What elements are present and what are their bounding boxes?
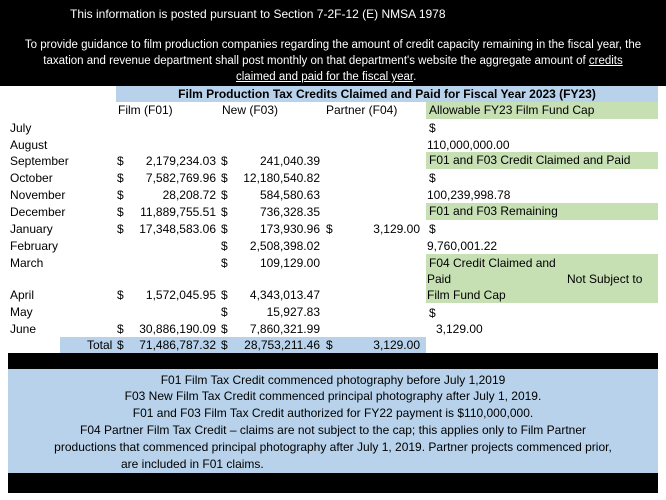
row-f01-sym: $ — [117, 288, 124, 302]
row-f03-sym: $ — [221, 205, 228, 219]
row-month: June — [10, 322, 37, 336]
row-month: December — [10, 205, 66, 219]
col-header-film: Film (F01) — [118, 103, 173, 117]
row-f01: 7,582,769.96 — [145, 171, 216, 185]
row-month: October — [10, 171, 53, 185]
footer-band — [8, 473, 658, 493]
row-f04: 3,129.00 — [373, 222, 420, 236]
cap-sym: $ — [429, 121, 436, 135]
total-f04-sym: $ — [326, 338, 333, 352]
row-f01-sym: $ — [117, 188, 124, 202]
total-f03: 28,753,211.46 — [244, 338, 320, 352]
row-f03: 15,927.83 — [266, 305, 320, 319]
row-f01: 1,572,045.95 — [145, 288, 216, 302]
row-f03: 584,580.63 — [259, 188, 320, 202]
row-month: May — [10, 305, 33, 319]
f04-label-2b: Not Subject to — [567, 272, 643, 286]
col-header-partner: Partner (F04) — [326, 103, 398, 117]
claimed-sym: $ — [429, 171, 436, 185]
row-f03: 4,343,013.47 — [249, 288, 320, 302]
row-f03: 241,040.39 — [259, 154, 320, 168]
row-f03-sym: $ — [221, 222, 228, 236]
total-f04: 3,129.00 — [373, 338, 420, 352]
row-f03-sym: $ — [221, 154, 228, 168]
guidance-line-3-period: . — [413, 71, 417, 83]
row-f03-sym: $ — [221, 171, 228, 185]
total-label: Total — [87, 338, 113, 352]
row-f03-sym: $ — [221, 322, 228, 336]
row-f03: 12,180,540.82 — [243, 171, 320, 185]
note-3: F01 and F03 Film Tax Credit authorized for FY22 payment is $110,000,000. — [132, 406, 534, 420]
row-f01-sym: $ — [117, 322, 124, 336]
claimed-paid-link[interactable]: claimed and paid for the fiscal year — [236, 71, 414, 83]
cap-value: 110,000,000.00 — [427, 138, 510, 152]
row-f01-sym: $ — [117, 171, 124, 185]
guidance-line-2 — [0, 53, 666, 69]
row-f03: 173,930.96 — [259, 222, 320, 236]
row-f03-sym: $ — [221, 256, 228, 270]
credits-link[interactable]: credits — [588, 55, 623, 67]
row-f01: 11,889,755.51 — [140, 205, 216, 219]
claimed-value: 100,239,998.78 — [427, 188, 511, 202]
row-f01: 30,886,190.09 — [139, 322, 216, 336]
total-f01: 71,486,787.32 — [139, 338, 216, 352]
row-f01: 17,348,583.06 — [139, 222, 216, 236]
row-f01: 28,208.72 — [162, 188, 216, 202]
note-2: F03 New Film Tax Credit commenced principal photography after July 1, 2019. — [124, 389, 542, 403]
total-f03-sym: $ — [221, 338, 228, 352]
statute-line: This information is posted pursuant to Section 7-2F-12 (E) NMSA 1978 — [70, 7, 446, 21]
remaining-label: F01 and F03 Remaining — [429, 204, 558, 218]
row-f03: 109,129.00 — [259, 256, 320, 270]
row-f03-sym: $ — [221, 288, 228, 302]
row-f01: 2,179,234.03 — [145, 154, 216, 168]
note-4: F04 Partner Film Tax Credit – claims are not subject to the cap; this applies only to Film Partner — [80, 423, 586, 437]
claimed-label: F01 and F03 Credit Claimed and Paid — [429, 153, 631, 167]
cap-label: Allowable FY23 Film Fund Cap — [429, 103, 595, 117]
row-f03-sym: $ — [221, 305, 228, 319]
col-header-new: New (F03) — [222, 103, 279, 117]
row-f03-sym: $ — [221, 188, 228, 202]
row-month: July — [10, 121, 32, 135]
note-6: are included in F01 claims. — [121, 457, 264, 471]
f04-label-3: Film Fund Cap — [427, 288, 506, 302]
row-month: March — [10, 256, 44, 270]
row-f04-sym: $ — [326, 222, 333, 236]
guidance-line-2-text: taxation and revenue department shall post monthly on that department's website the aggregate amount of — [43, 55, 589, 67]
row-month: August — [10, 138, 48, 152]
row-f01-sym: $ — [117, 222, 124, 236]
guidance-line-1: To provide guidance to film production companies regarding the amount of credit capacity remaining in the fiscal year, the — [24, 39, 642, 51]
note-5: productions that commenced principal photography after July 1, 2019. Partner projects commenced prior, — [54, 440, 612, 454]
row-f03: 2,508,398.02 — [249, 239, 320, 253]
f04-sym: $ — [429, 306, 436, 320]
f04-label-1: F04 Credit Claimed and — [429, 256, 556, 270]
row-f03: 736,328.35 — [259, 205, 320, 219]
row-f01-sym: $ — [117, 154, 124, 168]
total-f01-sym: $ — [117, 338, 124, 352]
row-f01-sym: $ — [117, 205, 124, 219]
row-month: February — [10, 239, 59, 253]
remaining-value: 9,760,001.22 — [427, 239, 498, 253]
row-f03-sym: $ — [221, 239, 228, 253]
row-month: April — [10, 288, 35, 302]
separator-band — [8, 353, 658, 369]
row-f03: 7,860,321.99 — [249, 322, 320, 336]
row-month: January — [10, 222, 53, 236]
guidance-line-3 — [236, 69, 416, 85]
note-1: F01 Film Tax Credit commenced photography before July 1,2019 — [160, 373, 506, 387]
row-month: September — [10, 154, 69, 168]
table-title: Film Production Tax Credits Claimed and Paid for Fiscal Year 2023 (FY23) — [178, 87, 596, 101]
row-month: November — [10, 188, 66, 202]
f04-label-2a: Paid — [427, 272, 452, 286]
remaining-sym: $ — [429, 222, 436, 236]
f04-value: 3,129.00 — [436, 322, 483, 336]
